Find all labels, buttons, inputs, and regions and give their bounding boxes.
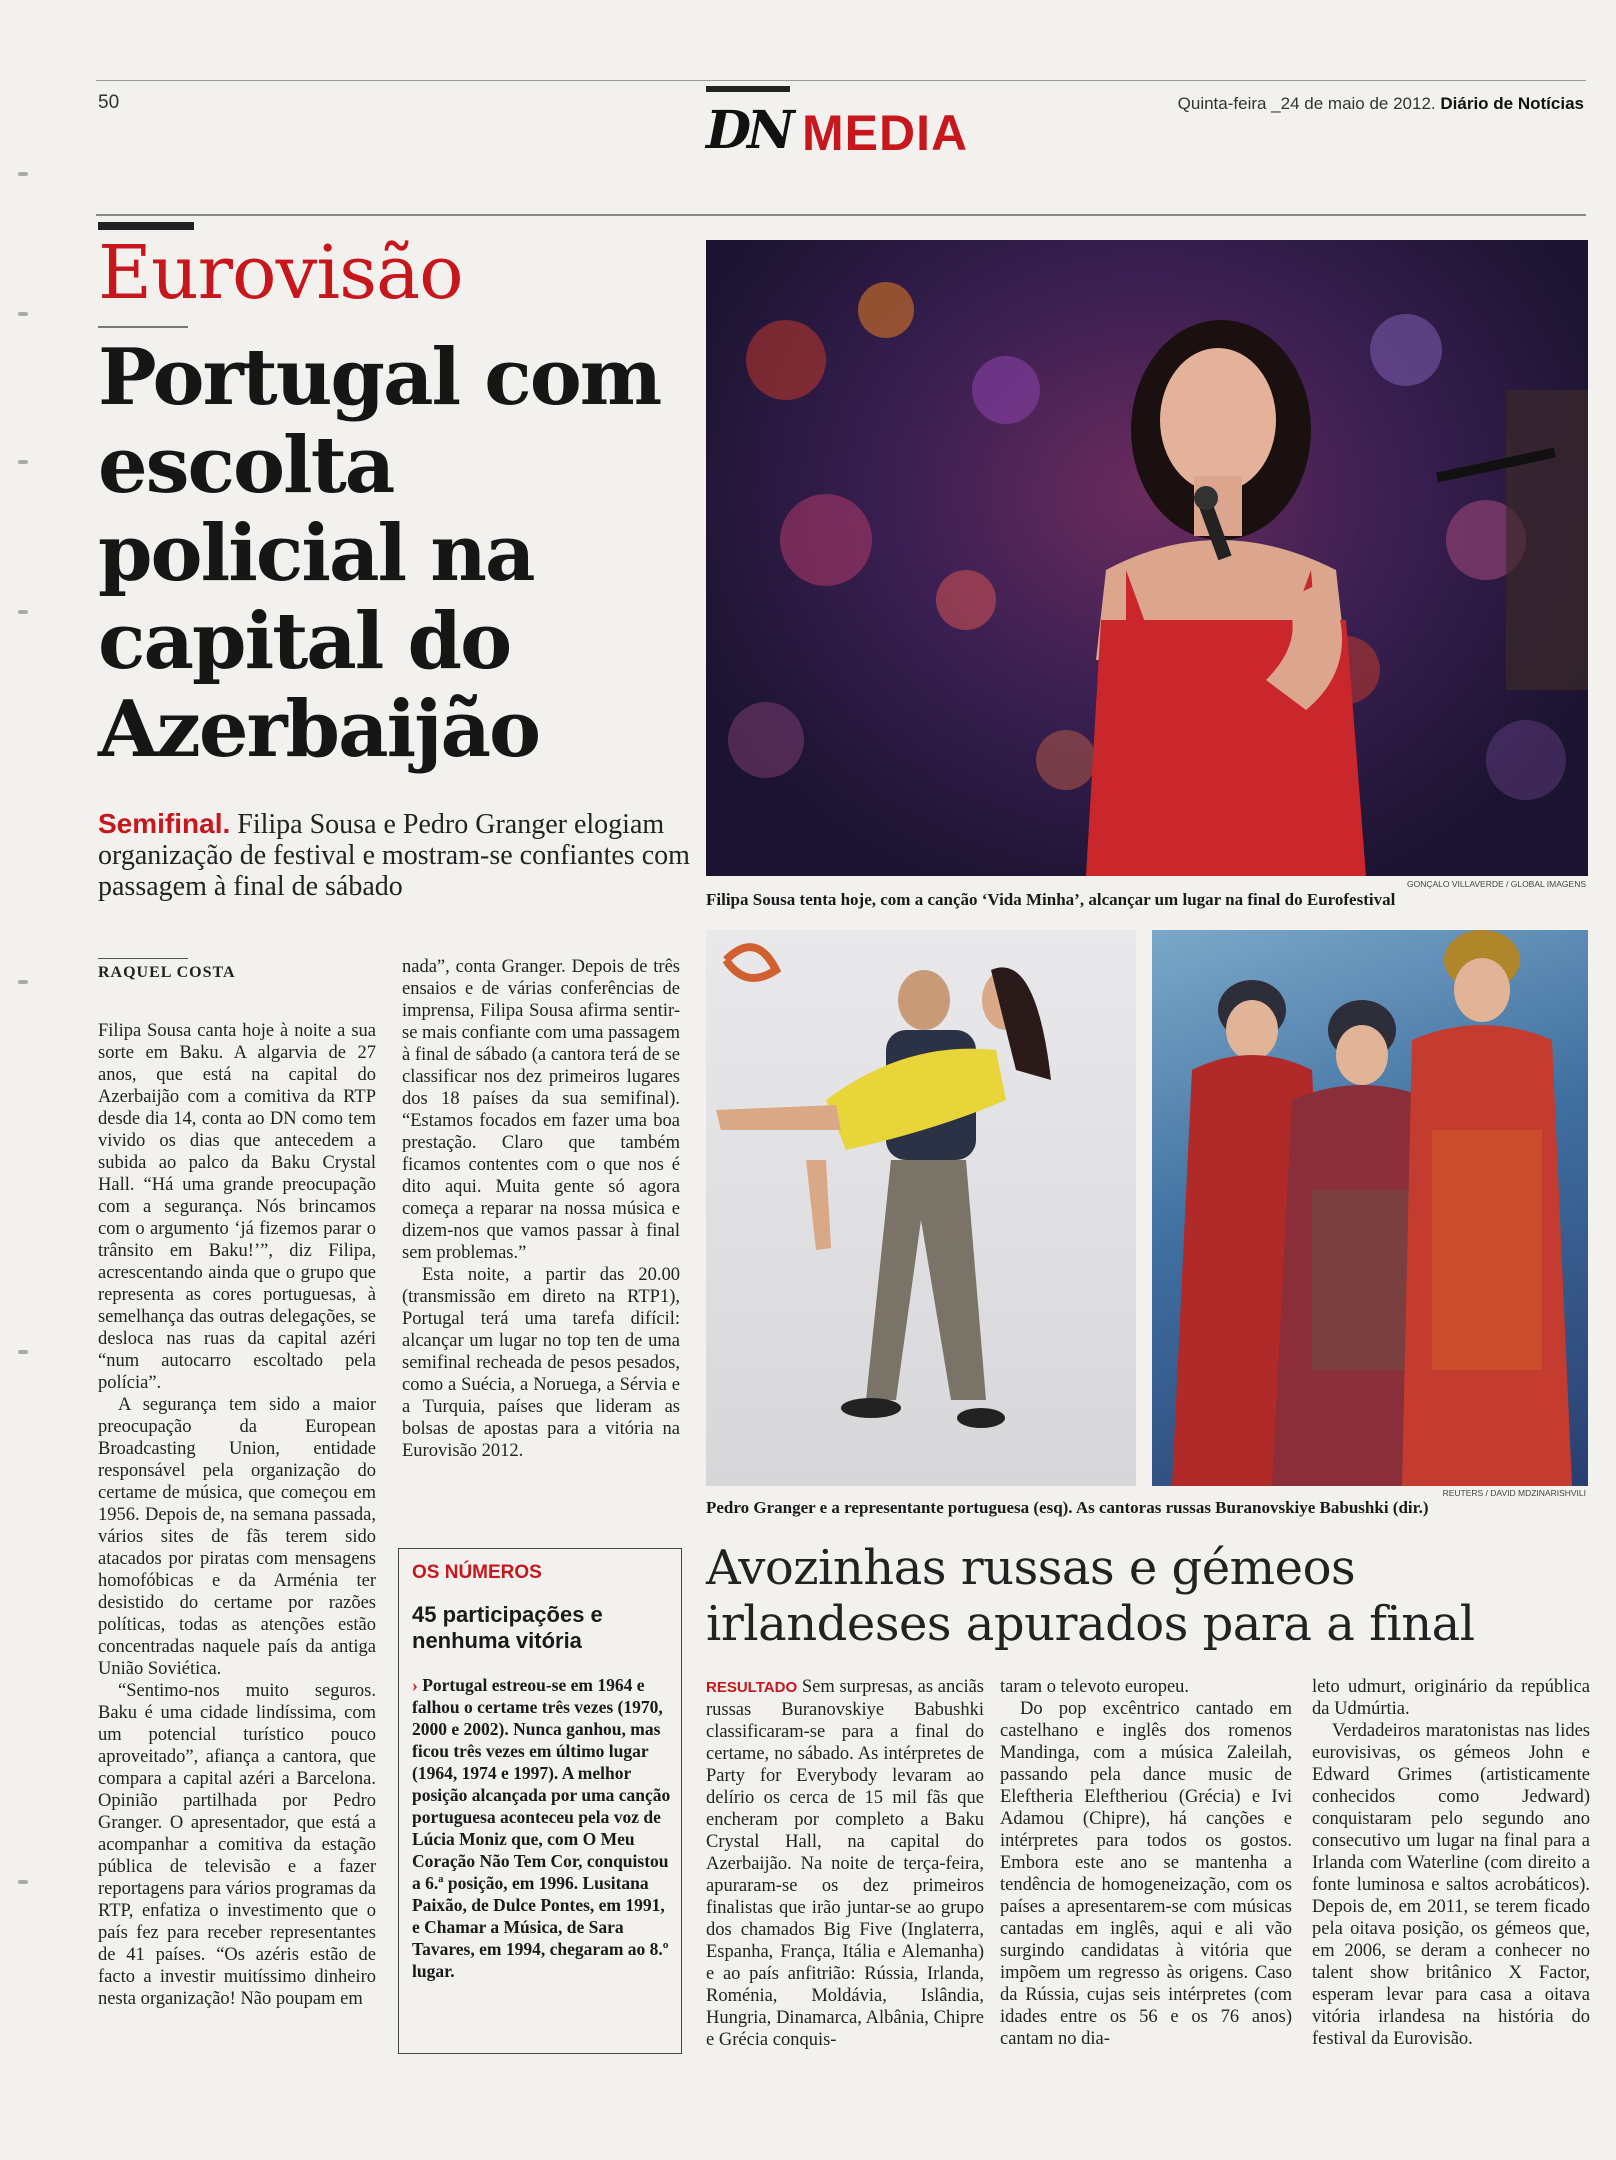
photo-caption: Pedro Granger e a representante portuguesa (esq). As cantoras russas Buranovskiye Babushki (dir.) bbox=[706, 1498, 1429, 1517]
paragraph: A segurança tem sido a maior preocupação da European Broadcasting Union, entidade responsável pela organização do certame de música, que começou em 1956. Depois de, na semana passada, vários sites de fãs terem sido atacados por piratas com mensagens homofóbicas e da Arménia ter desistido do certame por razões políticas, todas as atenções estão concentradas naquele país da antiga União Soviética. bbox=[98, 1395, 376, 1679]
body-column-3 bbox=[706, 1676, 984, 2051]
paragraph: leto udmurt, originário da república da Udmúrtia. bbox=[1312, 1677, 1590, 1719]
dn-logo: DN bbox=[706, 100, 791, 161]
dateline bbox=[1178, 94, 1584, 114]
byline-rule bbox=[98, 958, 188, 959]
numbers-box-body: Portugal estreou-se em 1964 e falhou o certame três vezes (1970, 2000 e 2002). Nunca ganhou, mas ficou três vezes em último lugar (1964, 1974 e 1997). A melhor posição alcançada por uma canção portuguesa aconteceu pela voz de Lúcia Moniz que, com O Meu Coração Não Tem Cor, conquistou a 6.ª posição, em 1996. Lusitana Paixão, de Dulce Pontes, em 1991, e Chamar a Música, de Sara Tavares, em 1994, chegaram ao 8.º lugar. bbox=[412, 1675, 671, 1981]
binder-hole bbox=[18, 610, 28, 614]
paragraph: Do pop excêntrico cantado em castelhano e inglês dos romenos Mandinga, com a música Zaleilah, passando pela dance music de Eleftheria Eleftheriou (Grécia) e Ivi Adamou (Chipre), há canções e intérpretes para todos os gostos. Embora este ano se mantenha a tendência de homogeneização, com os países a apresentarem-se com músicas cantadas em inglês, aqui e ali vão surgindo candidatas à vitória que impõem um regresso às origens. Caso da Rússia, cujas seis intérpretes (com idades entre os 56 e os 76 anos) cantam no dia- bbox=[1000, 1699, 1292, 2049]
binder-hole bbox=[18, 980, 28, 984]
binder-hole bbox=[18, 1350, 28, 1354]
paragraph: taram o televoto europeu. bbox=[1000, 1677, 1190, 1697]
body-column-4 bbox=[1000, 1676, 1292, 2050]
paragraph-text: Sem surpresas, as anciãs russas Buranovskiye Babushki classificaram-se para a final do certame, no sábado. As intérpretes de Party for Everybody levaram ao delírio os cerca de 15 mil fãs que encheram por completo a Baku Crystal Hall, na capital do Azerbaijão. Na noite de terça-feira, apuraram-se os dez primeiros finalistas que irão juntar-se ao grupo dos chamados Big Five (Inglaterra, Espanha, França, Itália e Alemanha) e ao país anfitrião: Rússia, Irlanda, Roménia, Moldávia, Islândia, Hungria, Dinamarca, Albânia, Chipre e Grécia conquis- bbox=[706, 1677, 985, 2050]
binder-hole bbox=[18, 460, 28, 464]
photo-pedro-granger bbox=[706, 930, 1136, 1486]
body-column-2 bbox=[402, 956, 680, 1462]
result-kicker: RESULTADO bbox=[706, 1679, 798, 1696]
paragraph bbox=[706, 1676, 984, 2051]
secondary-headline: Avozinhas russas e gémeos irlandeses apurados para a final bbox=[706, 1540, 1475, 1652]
section-rule bbox=[98, 326, 188, 328]
lead-text: Filipa Sousa e Pedro Granger elogiam organização de festival e mostram-se confiantes com passagem à final de sábado bbox=[98, 809, 690, 902]
photo-credit: GONÇALO VILLAVERDE / GLOBAL IMAGENS bbox=[1406, 879, 1586, 889]
logo-bar bbox=[706, 86, 790, 92]
couple-photo bbox=[706, 930, 1136, 1486]
photo-buranovskiye-babushki bbox=[1152, 930, 1588, 1486]
numbers-box-title: 45 participações e nenhuma vitória bbox=[412, 1602, 603, 1653]
binder-hole bbox=[18, 172, 28, 176]
paragraph: Verdadeiros maratonistas nas lides eurovisivas, os gémeos John e Edward Grimes (artisticamente conhecidos como Jedward) conquistaram pelo segundo ano consecutivo um lugar na final para a Irlanda com Waterline (com direito a fonte luminosa e saltos acrobáticos). Depois de, em 2011, se terem ficado pela oitava posição, os gémeos que, em 2006, se deram a conhecer no talent show britânico X Factor, esperam levar para casa a oitava vitória irlandesa na história do festival da Eurovisão. bbox=[1312, 1721, 1590, 2049]
byline: RAQUEL COSTA bbox=[98, 964, 236, 981]
page-number: 50 bbox=[98, 92, 120, 113]
arrow-icon: › bbox=[412, 1675, 418, 1695]
photo-filipa-sousa bbox=[706, 240, 1588, 876]
section-bar bbox=[98, 222, 194, 230]
header-rule bbox=[96, 214, 1586, 216]
stage-photo bbox=[706, 240, 1588, 876]
section-title: Eurovisão bbox=[98, 230, 463, 316]
lead-kicker: Semifinal. bbox=[98, 808, 231, 839]
body-column-5 bbox=[1312, 1676, 1590, 2050]
numbers-box-text bbox=[412, 1674, 672, 1982]
lead bbox=[98, 808, 698, 902]
paragraph: “Sentimo-nos muito seguros. Baku é uma cidade lindíssima, com um potencial turístico pouco aproveitado”, afiança a cantora, que compara a capital azéri a Barcelona. Opinião partilhada por Pedro Granger. O apresentador, que está a acompanhar a comitiva da estação pública de televisão e a fazer reportagens para vários programas da RTP, enfatiza o investimento que o país fez para receber representantes de 41 países. “Os azéris estão de facto a investir muitíssimo dinheiro nesta organização! Não poupam em bbox=[98, 1681, 376, 2009]
issue-date: Quinta-feira _24 de maio de 2012. bbox=[1177, 94, 1436, 113]
paragraph: Filipa Sousa canta hoje à noite a sua sorte em Baku. A algarvia de 27 anos, que está na capital do Azerbaijão com a comitiva da RTP desde dia 14, conta ao DN como tem vivido os dias que antecedem a subida ao palco da Baku Crystal Hall. “Há uma grande preocupação com a segurança. Nós brincamos com o argumento ‘já fizemos parar o trânsito em Baku!’”, diz Filipa, acrescentando ainda que o grupo que representa as cores portuguesas, à semelhança das outras delegações, se desloca nas ruas da capital azéri “num autocarro escoltado pela polícia”. bbox=[98, 1021, 376, 1393]
paper-name: Diário de Notícias bbox=[1440, 94, 1584, 113]
photo-caption: Filipa Sousa tenta hoje, com a canção ‘Vida Minha’, alcançar um lugar na final do Eurofestival bbox=[706, 890, 1396, 909]
media-section-logo: MEDIA bbox=[802, 105, 969, 161]
binder-hole bbox=[18, 312, 28, 316]
numbers-box-label: OS NÚMEROS bbox=[412, 1562, 542, 1583]
binder-hole bbox=[18, 1880, 28, 1884]
photo-credit: REUTERS / DAVID MDZINARISHVILI bbox=[1442, 1488, 1586, 1498]
paragraph: Esta noite, a partir das 20.00 (transmissão em direto na RTP1), Portugal terá uma tarefa difícil: alcançar um lugar no top ten de uma semifinal recheada de pesos pesados, como a Suécia, a Noruega, a Sérvia e a Turquia, países que lideram as bolsas de apostas para a vitória na Eurovisão 2012. bbox=[402, 1265, 680, 1461]
paragraph: nada”, conta Granger. Depois de três ensaios e de várias conferências de imprensa, Filipa Sousa afirma sentir-se mais confiante com uma passagem à final de sábado (a cantora terá de se classificar nos dez primeiros lugares dos 18 países da sua semifinal). “Estamos focados em fazer uma boa prestação. Claro que também ficamos contentes com o que nos é dito aqui. Muita gente só agora começa a reparar na nossa música e dizem-nos que vamos passar à final sem problemas.” bbox=[402, 957, 680, 1263]
body-column-1 bbox=[98, 1020, 376, 2010]
headline: Portugal com escolta policial na capital do Azerbaijão bbox=[98, 332, 661, 775]
grannies-photo bbox=[1152, 930, 1588, 1486]
top-rule bbox=[96, 80, 1586, 81]
